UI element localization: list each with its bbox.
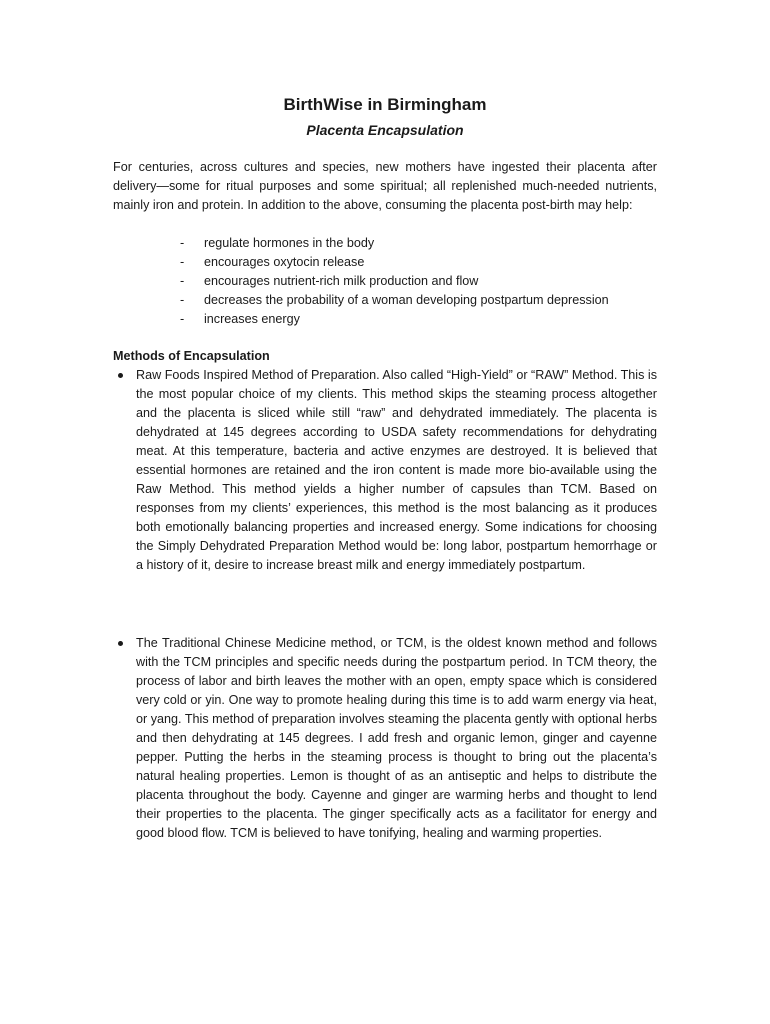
dash-marker: -	[180, 293, 185, 307]
dash-marker: -	[180, 236, 185, 250]
list-item	[180, 272, 660, 291]
methods-list-continued	[113, 634, 657, 843]
list-item-text: decreases the probability of a woman developing postpartum depression	[204, 293, 609, 307]
list-item	[180, 234, 660, 253]
list-item	[113, 366, 657, 575]
list-item	[180, 253, 660, 272]
document-subtitle: Placenta Encapsulation	[306, 122, 464, 138]
methods-heading: Methods of Encapsulation	[113, 349, 270, 363]
list-item	[180, 291, 660, 310]
list-item-text: regulate hormones in the body	[204, 236, 375, 250]
benefits-list	[180, 234, 660, 329]
list-item-text: encourages oxytocin release	[204, 255, 365, 269]
intro-paragraph: For centuries, across cultures and species, new mothers have ingested their placenta after delivery—some for ritual purposes and some spiritual; all replenished much-needed nutrients, mainly iron and protein. In addition to the above, consuming the placenta post-birth may help:	[113, 160, 657, 212]
dash-marker: -	[180, 312, 185, 326]
list-item	[180, 310, 660, 329]
method-tcm-paragraph: The Traditional Chinese Medicine method, or TCM, is the oldest known method and follows with the TCM principles and specific needs during the postpartum period. In TCM theory, the process of labor and birth leaves the mother with an open, empty space which is considered very cold or yin. One way to promote healing during this time is to add warm energy via heat, or yang. This method of preparation involves steaming the placenta gently with optional herbs and then dehydrating at 145 degrees. I add fresh and organic lemon, ginger and cayenne pepper. Putting the herbs in the steaming process is thought to bring out the placenta’s natural healing properties. Lemon is thought of as an antiseptic and helps to distribute the placenta throughout the body. Cayenne and ginger are warming herbs and thought to lend their properties to the placenta. The ginger specifically acts as a facilitator for energy and good blood flow. TCM is believed to have tonifying, healing and warming properties.	[136, 636, 657, 840]
dash-marker: -	[180, 274, 185, 288]
method-raw-paragraph: Raw Foods Inspired Method of Preparation. Also called “High-Yield” or “RAW” Method. This is the most popular choice of my clients. This method skips the steaming process altogether and the placenta is sliced while still “raw” and dehydrated immediately. The placenta is dehydrated at 145 degrees according to USDA safety recommendations for dehydrating meat. At this temperature, bacteria and active enzymes are destroyed. It is believed that essential hormones are retained and the iron content is made more bio-available using the Raw Method. This method yields a higher number of capsules than TCM. Based on responses from my clients’ experiences, this method is the most balancing as it produces both emotionally balancing properties and increased energy. Some indications for choosing the Simply Dehydrated Preparation Method would be: long labor, postpartum hemorrhage or a history of it, desire to increase breast milk and energy immediately postpartum.	[136, 368, 657, 572]
methods-list	[113, 366, 657, 575]
bullet-icon	[113, 634, 136, 843]
list-item	[113, 634, 657, 843]
bullet-icon	[113, 366, 136, 575]
list-item-text: encourages nutrient-rich milk production and flow	[204, 274, 479, 288]
document-title: BirthWise in Birmingham	[283, 95, 487, 114]
dash-marker: -	[180, 255, 185, 269]
list-item-text: increases energy	[204, 312, 300, 326]
